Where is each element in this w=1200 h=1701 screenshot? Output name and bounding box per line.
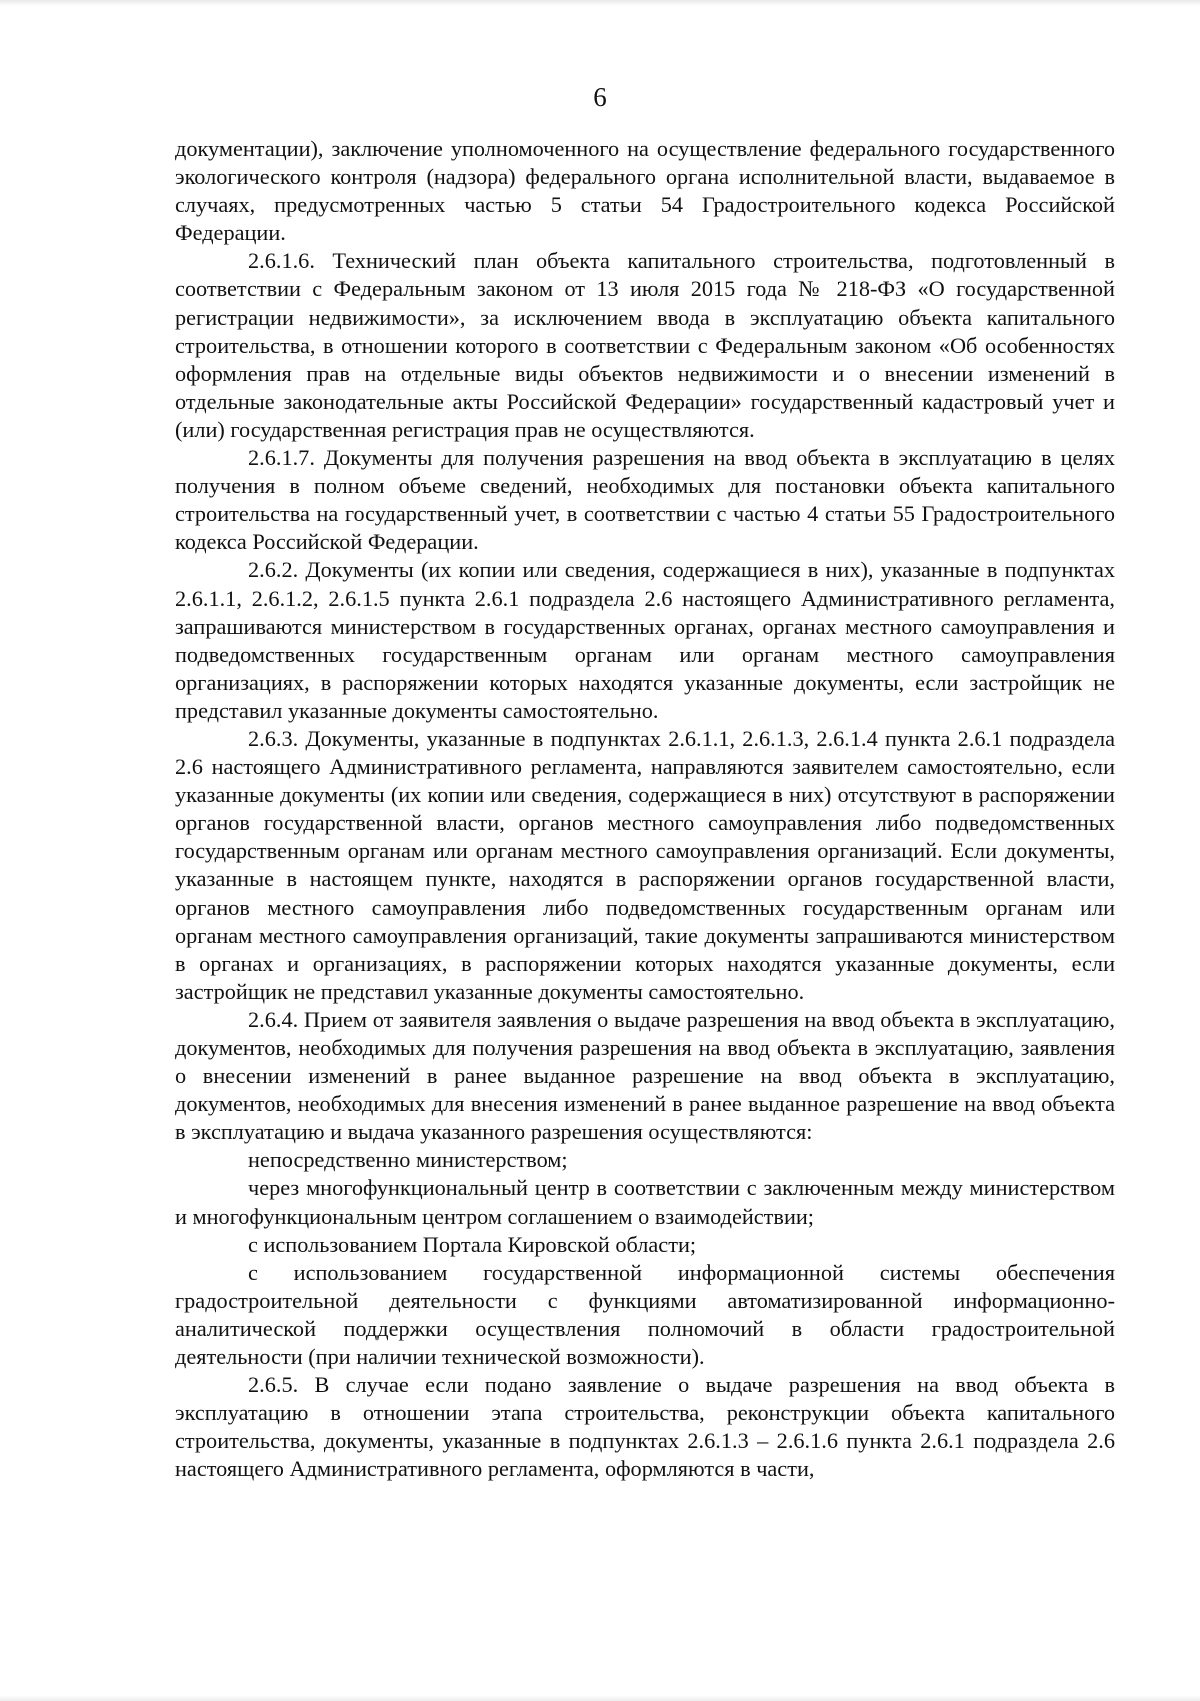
list-item-mfc: через многофункциональный центр в соответствии с заключенным между министерством и многофункциональным центром соглашением о взаимодействии; [175,1175,1115,1229]
paragraph-2-6-1-6: 2.6.1.6. Технический план объекта капитального строительства, подготовленный в соответствии с Федеральным законом от 13 июля 2015 года № 218-ФЗ «О государственной регистрации недвижимости», за исключением ввода в эксплуатацию объекта капитального строительства, в отношении которого в соответствии с Федеральным законом «Об особенностях оформления прав на отдельные виды объектов недвижимости и о внесении изменений в отдельные законодательные акты Российской Федерации» государственный кадастровый учет и (или) государственная регистрация прав не осуществляются. [175,248,1115,442]
paragraph-2-6-3: 2.6.3. Документы, указанные в подпунктах 2.6.1.1, 2.6.1.3, 2.6.1.4 пункта 2.6.1 подраздела 2.6 настоящего Административного регламента, направляются заявителем самостоятельно, если указанные документы (их копии или сведения, содержащиеся в них) отсутствуют в распоряжении органов государственной власти, органов местного самоуправления либо подведомственных государственным органам или органам местного самоуправления организаций. Если документы, указанные в настоящем пункте, находятся в распоряжении органов государственной власти, органов местного самоуправления либо подведомственных государственным органам или органам местного самоуправления организаций, такие документы запрашиваются министерством в органах и организациях, в распоряжении которых находятся указанные документы, если застройщик не представил указанные документы самостоятельно. [175,725,1115,1004]
paragraph-continuation: документации), заключение уполномоченного на осуществление федерального государственного экологического контроля (надзора) федерального органа исполнительной власти, выдаваемое в случаях, предусмотренных частью 5 статьи 54 Градостроительного кодекса Российской Федерации. [175,136,1115,246]
paragraph-2-6-5: 2.6.5. В случае если подано заявление о выдаче разрешения на ввод объекта в эксплуатацию в отношении этапа строительства, реконструкции объекта капитального строительства, документы, указанные в подпунктах 2.6.1.3 – 2.6.1.6 пункта 2.6.1 подраздела 2.6 настоящего Административного регламента, оформляются в части, [175,1372,1115,1482]
paragraph-2-6-1-7: 2.6.1.7. Документы для получения разрешения на ввод объекта в эксплуатацию в целях получения в полном объеме сведений, необходимых для постановки объекта капитального строительства на государственный учет, в соответствии с частью 4 статьи 55 Градостроительного кодекса Российской Федерации. [175,445,1115,555]
document-body [175,135,1115,1484]
paragraph-2-6-2: 2.6.2. Документы (их копии или сведения, содержащиеся в них), указанные в подпунктах 2.6.1.1, 2.6.1.2, 2.6.1.5 пункта 2.6.1 подраздела 2.6 настоящего Административного регламента, запрашиваются министерством в государственных органах, органах местного самоуправления и подведомственных государственным органам или органам местного самоуправления организациях, в распоряжении которых находятся указанные документы, если застройщик не представил указанные документы самостоятельно. [175,557,1115,723]
list-item-portal: с использованием Портала Кировской области; [248,1231,697,1257]
paragraph-2-6-4: 2.6.4. Прием от заявителя заявления о выдаче разрешения на ввод объекта в эксплуатацию, документов, необходимых для получения разрешения на ввод объекта в эксплуатацию, заявления о внесении изменений в ранее выданное разрешение на ввод объекта в эксплуатацию, документов, необходимых для внесения изменений в ранее выданное разрешение на ввод объекта в эксплуатацию и выдача указанного разрешения осуществляются: [175,1006,1115,1145]
scan-edge-bottom [0,1695,1200,1701]
list-item-ministry: непосредственно министерством; [248,1147,568,1173]
list-item-gis: с использованием государственной информационной системы обеспечения градостроительной деятельности с функциями автоматизированной информационно-аналитической поддержки осуществления полномочий в области градостроительной деятельности (при наличии технической возможности). [175,1259,1115,1370]
scan-edge-top [0,0,1200,6]
page-number: 6 [593,82,607,112]
